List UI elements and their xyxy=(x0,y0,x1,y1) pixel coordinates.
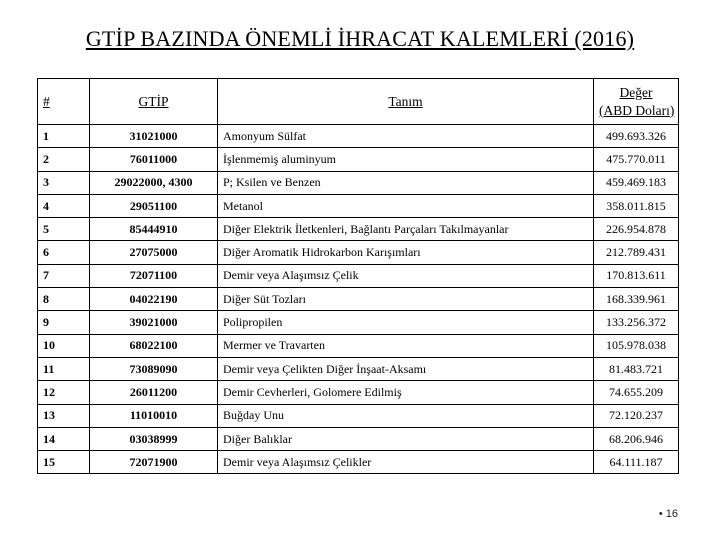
header-value xyxy=(594,79,679,125)
table-row xyxy=(38,241,679,264)
row-gtip-cell: 31021000 xyxy=(90,125,218,148)
row-value-cell: 74.655.209 xyxy=(594,381,679,404)
row-value-cell: 170.813.611 xyxy=(594,264,679,287)
row-gtip-cell: 72071100 xyxy=(90,264,218,287)
row-number-cell: 15 xyxy=(38,451,90,474)
row-gtip-cell: 27075000 xyxy=(90,241,218,264)
row-number-cell: 3 xyxy=(38,171,90,194)
row-description-cell: İşlenmemiş aluminyum xyxy=(218,148,594,171)
row-value-cell: 68.206.946 xyxy=(594,427,679,450)
row-gtip-cell: 03038999 xyxy=(90,427,218,450)
table-row xyxy=(38,264,679,287)
table-row xyxy=(38,125,679,148)
row-number-cell: 7 xyxy=(38,264,90,287)
header-number: # xyxy=(38,79,90,125)
table-row xyxy=(38,288,679,311)
header-gtip: GTİP xyxy=(90,79,218,125)
row-number-cell: 2 xyxy=(38,148,90,171)
table-row xyxy=(38,451,679,474)
table-row xyxy=(38,357,679,380)
row-gtip-cell: 26011200 xyxy=(90,381,218,404)
table-row xyxy=(38,148,679,171)
header-value-line2: (ABD Doları) xyxy=(599,102,675,118)
row-number-cell: 6 xyxy=(38,241,90,264)
row-value-cell: 64.111.187 xyxy=(594,451,679,474)
row-number-cell: 5 xyxy=(38,218,90,241)
table-row xyxy=(38,218,679,241)
page-number: • 16 xyxy=(658,508,678,520)
row-number-cell: 11 xyxy=(38,357,90,380)
row-description-cell: Demir veya Çelikten Diğer İnşaat-Aksamı xyxy=(218,357,594,380)
row-gtip-cell: 04022190 xyxy=(90,288,218,311)
row-description-cell: Diğer Balıklar xyxy=(218,427,594,450)
row-value-cell: 72.120.237 xyxy=(594,404,679,427)
table-row xyxy=(38,194,679,217)
row-number-cell: 9 xyxy=(38,311,90,334)
export-items-table xyxy=(37,78,679,474)
row-number-cell: 4 xyxy=(38,194,90,217)
table-row xyxy=(38,427,679,450)
table-row xyxy=(38,311,679,334)
row-number-cell: 12 xyxy=(38,381,90,404)
row-number-cell: 1 xyxy=(38,125,90,148)
row-gtip-cell: 68022100 xyxy=(90,334,218,357)
row-description-cell: Diğer Süt Tozları xyxy=(218,288,594,311)
row-description-cell: Buğday Unu xyxy=(218,404,594,427)
row-value-cell: 475.770.011 xyxy=(594,148,679,171)
row-value-cell: 133.256.372 xyxy=(594,311,679,334)
row-description-cell: Mermer ve Travarten xyxy=(218,334,594,357)
row-number-cell: 10 xyxy=(38,334,90,357)
header-value-line1: Değer xyxy=(619,84,653,100)
row-value-cell: 212.789.431 xyxy=(594,241,679,264)
row-gtip-cell: 85444910 xyxy=(90,218,218,241)
row-description-cell: Demir Cevherleri, Golomere Edilmiş xyxy=(218,381,594,404)
table-row xyxy=(38,404,679,427)
row-description-cell: Demir veya Alaşımsız Çelikler xyxy=(218,451,594,474)
page-title: GTİP BAZINDA ÖNEMLİ İHRACAT KALEMLERİ (2016) xyxy=(85,26,635,51)
row-description-cell: Diğer Elektrik İletkenleri, Bağlantı Parçaları Takılmayanlar xyxy=(218,218,594,241)
row-description-cell: Metanol xyxy=(218,194,594,217)
row-value-cell: 81.483.721 xyxy=(594,357,679,380)
row-gtip-cell: 72071900 xyxy=(90,451,218,474)
row-description-cell: P; Ksilen ve Benzen xyxy=(218,171,594,194)
row-number-cell: 8 xyxy=(38,288,90,311)
row-description-cell: Amonyum Sülfat xyxy=(218,125,594,148)
row-number-cell: 14 xyxy=(38,427,90,450)
row-gtip-cell: 11010010 xyxy=(90,404,218,427)
row-value-cell: 105.978.038 xyxy=(594,334,679,357)
table-row xyxy=(38,334,679,357)
row-gtip-cell: 39021000 xyxy=(90,311,218,334)
table-header-row xyxy=(38,79,679,125)
row-description-cell: Demir veya Alaşımsız Çelik xyxy=(218,264,594,287)
row-description-cell: Polipropilen xyxy=(218,311,594,334)
row-value-cell: 226.954.878 xyxy=(594,218,679,241)
row-gtip-cell: 29051100 xyxy=(90,194,218,217)
row-value-cell: 358.011.815 xyxy=(594,194,679,217)
row-description-cell: Diğer Aromatik Hidrokarbon Karışımları xyxy=(218,241,594,264)
row-gtip-cell: 76011000 xyxy=(90,148,218,171)
table-row xyxy=(38,381,679,404)
row-value-cell: 499.693.326 xyxy=(594,125,679,148)
row-gtip-cell: 29022000, 4300 xyxy=(90,171,218,194)
row-gtip-cell: 73089090 xyxy=(90,357,218,380)
table-row xyxy=(38,171,679,194)
row-value-cell: 459.469.183 xyxy=(594,171,679,194)
row-value-cell: 168.339.961 xyxy=(594,288,679,311)
row-number-cell: 13 xyxy=(38,404,90,427)
header-description: Tanım xyxy=(218,79,594,125)
